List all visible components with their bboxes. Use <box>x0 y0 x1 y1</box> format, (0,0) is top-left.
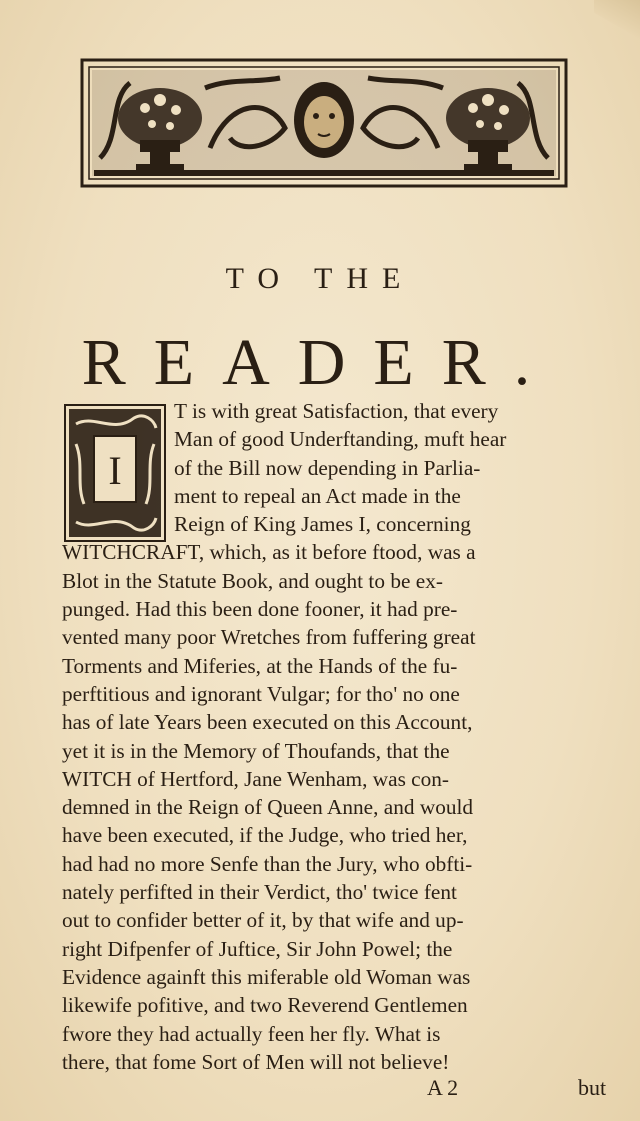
heading-to-the: TO THE <box>225 262 415 295</box>
text-line-2: Man of good Underftanding, muft hear <box>174 427 507 452</box>
heading-reader: READER. <box>81 326 559 399</box>
text-line-21: Evidence againft this miferable old Woman was <box>62 964 471 989</box>
text-line-13: yet it is in the Memory of Thoufands, that the <box>62 738 450 763</box>
text-line-8: punged. Had this been done fooner, it had pre- <box>62 597 458 622</box>
text-line-6: WITCHCRAFT, which, as it before ftood, was a <box>62 540 476 565</box>
text-line-1: T is with great Satisfaction, that every <box>174 399 499 423</box>
text-line-20: right Difpenfer of Juftice, Sir John Powel; the <box>62 936 453 961</box>
text-line-17: had had no more Senfe than the Jury, who obfti- <box>62 851 473 876</box>
text-line-12: has of late Years been executed on this Account, <box>62 710 473 735</box>
catchword: but <box>578 1075 607 1100</box>
ornamental-headpiece <box>80 58 568 188</box>
text-line-22: likewife pofitive, and two Reverend Gentlemen <box>62 993 468 1018</box>
text-line-9: vented many poor Wretches from fuffering great <box>62 625 476 650</box>
text-line-19: out to confider better of it, by that wife and up- <box>62 908 464 933</box>
text-line-23: fwore they had actually feen her fly. What is <box>62 1021 441 1046</box>
text-line-14: WITCH of Hertford, Jane Wenham, was con- <box>62 766 450 791</box>
text-line-24: there, that fome Sort of Men will not believe! <box>62 1049 450 1074</box>
text-line-11: perftitious and ignorant Vulgar; for tho' no one <box>62 681 460 706</box>
text-line-5: Reign of King James I, concerning <box>174 512 471 537</box>
signature-mark: A 2 <box>427 1075 459 1100</box>
body-text <box>62 397 602 1076</box>
text-line-18: nately perfifted in their Verdict, tho' twice fent <box>62 880 457 905</box>
text-line-16: have been executed, if the Judge, who tried her, <box>62 823 468 848</box>
initial-letter: I <box>108 448 122 493</box>
text-line-10: Torments and Miferies, at the Hands of the fu- <box>62 653 458 678</box>
text-line-3: of the Bill now depending in Parlia- <box>174 455 481 480</box>
text-line-4: ment to repeal an Act made in the <box>174 483 461 508</box>
text-line-15: demned in the Reign of Queen Anne, and would <box>62 795 474 820</box>
page-corner-fold <box>594 0 640 70</box>
text-line-7: Blot in the Statute Book, and ought to be ex- <box>62 568 443 593</box>
